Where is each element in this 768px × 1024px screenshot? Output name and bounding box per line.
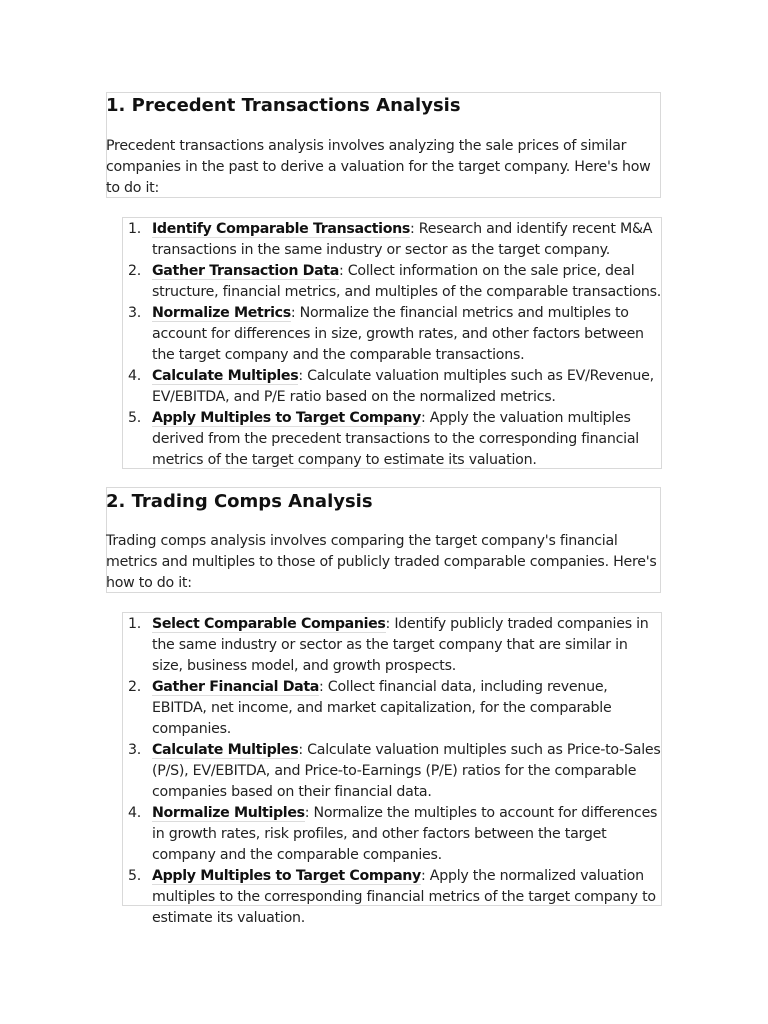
step-text: : Identify publicly traded companies in the same industry or sector as the target company that are similar in size, business model, and growth prospects.	[152, 616, 649, 674]
list-item	[122, 408, 662, 471]
step-number: 4.	[128, 805, 142, 821]
step-text: : Collect financial data, including revenue, EBITDA, net income, and market capitalization, for the comparable companies.	[152, 679, 612, 737]
list-item	[122, 740, 662, 803]
step-text: : Apply the valuation multiples derived from the precedent transactions to the corresponding financial metrics of the target company to estimate its valuation.	[152, 410, 639, 468]
step-title: Apply Multiples to Target Company	[152, 868, 421, 884]
step-number: 3.	[128, 305, 142, 321]
step-text: : Apply the normalized valuation multiples to the corresponding financial metrics of the target company to estimate its valuation.	[152, 868, 656, 926]
step-text: : Normalize the multiples to account for differences in growth rates, risk profiles, and other factors between the target company and the comparable companies.	[152, 805, 658, 863]
step-title: Gather Financial Data	[152, 679, 319, 695]
step-number: 2.	[128, 263, 142, 279]
step-title: Identify Comparable Transactions	[152, 221, 410, 237]
step-text: : Normalize the financial metrics and multiples to account for differences in size, growth rates, and other factors between the target company and the comparable transactions.	[152, 305, 644, 363]
step-title: Normalize Multiples	[152, 805, 305, 821]
step-number: 5.	[128, 410, 142, 426]
list-item	[122, 614, 662, 677]
step-title: Calculate Multiples	[152, 742, 299, 758]
section-1-intro: Precedent transactions analysis involves analyzing the sale prices of similar companies in the past to derive a valuation for the target company. Here's how to do it:	[106, 138, 651, 196]
list-item	[122, 677, 662, 740]
step-title: Calculate Multiples	[152, 368, 299, 384]
step-title: Normalize Metrics	[152, 305, 291, 321]
step-number: 3.	[128, 742, 142, 758]
step-number: 2.	[128, 679, 142, 695]
step-number: 1.	[128, 221, 142, 237]
list-item	[122, 261, 662, 303]
list-item	[122, 366, 662, 408]
section-2-intro: Trading comps analysis involves comparing the target company's financial metrics and multiples to those of publicly traded comparable companies. Here's how to do it:	[106, 533, 657, 591]
section-2-steps-list	[122, 614, 662, 929]
step-number: 1.	[128, 616, 142, 632]
step-number: 5.	[128, 868, 142, 884]
step-text: : Collect information on the sale price, deal structure, financial metrics, and multiples of the comparable transactions.	[152, 263, 662, 300]
step-number: 4.	[128, 368, 142, 384]
step-title: Select Comparable Companies	[152, 616, 386, 632]
step-text: : Research and identify recent M&A transactions in the same industry or sector as the target company.	[152, 221, 653, 258]
step-title: Gather Transaction Data	[152, 263, 339, 279]
list-item	[122, 803, 662, 866]
step-title: Apply Multiples to Target Company	[152, 410, 421, 426]
list-item	[122, 866, 662, 929]
step-text: : Calculate valuation multiples such as Price-to-Sales (P/S), EV/EBITDA, and Price-to-Earnings (P/E) ratios for the comparable companies based on their financial data.	[152, 742, 661, 800]
list-item	[122, 219, 662, 261]
list-item	[122, 303, 662, 366]
section-1-steps-list	[122, 219, 662, 471]
section-1-heading: 1. Precedent Transactions Analysis	[106, 95, 461, 116]
step-text: : Calculate valuation multiples such as EV/Revenue, EV/EBITDA, and P/E ratio based on the normalized metrics.	[152, 368, 654, 405]
section-2-heading: 2. Trading Comps Analysis	[106, 491, 373, 512]
